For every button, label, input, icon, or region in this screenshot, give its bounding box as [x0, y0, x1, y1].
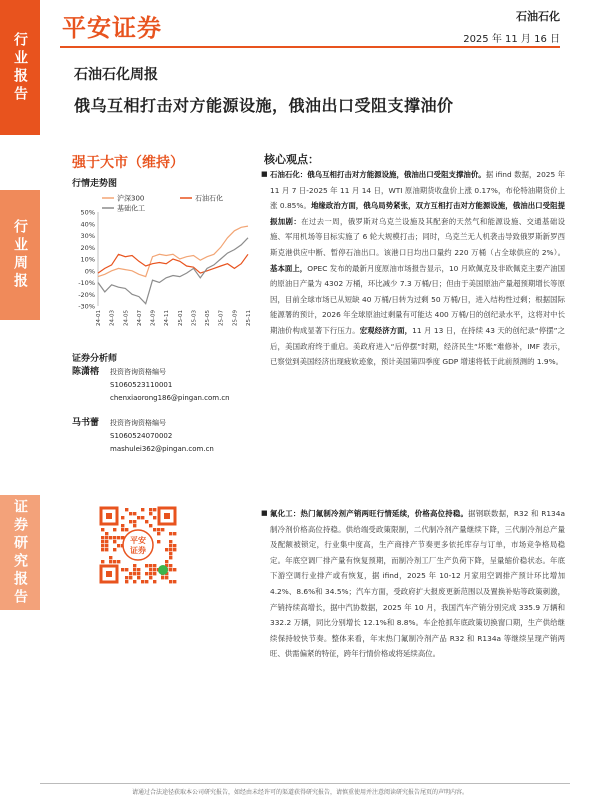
analyst-name: 马书蕾 — [72, 418, 100, 428]
y-tick-label: 0% — [84, 267, 95, 276]
trend-chart-svg — [62, 190, 252, 338]
series-line — [98, 238, 248, 304]
header-category: 石油石化 — [516, 10, 560, 23]
viewpoint-text: OPEC 发布的最新月度原油市场报告显示，10 月欧佩克及非欧佩克主要产油国的原油日产量为 4302 万桶，环比减少 7.3 万桶/日；但由于美国原油产量超预期增长等原因，目前全球市场已从短缺 40 万桶/日转为过剩 50 万桶/日，进入结构性过剩；根据国际能源署的预计，2026 年全球原油过剩量有可能达 400 万桶/日的创纪录水平，这将对中长期油价构成显著下行压力。 — [270, 263, 565, 335]
y-tick-label: -10% — [78, 279, 95, 287]
x-tick-label: 25-01 — [177, 310, 184, 326]
viewpoint-highlight: 宏观经济方面， — [359, 325, 413, 335]
y-tick-label: 10% — [80, 255, 95, 264]
sidebar-research-report: 证券研究报告 — [0, 495, 40, 610]
legend-label: 沪深300 — [117, 194, 145, 203]
y-tick-label: -30% — [78, 302, 95, 311]
qr-code-image — [99, 506, 177, 584]
analyst-email: mashulei362@pingan.com.cn — [110, 445, 214, 453]
x-tick-label: 25-05 — [205, 310, 212, 326]
x-tick-label: 24-09 — [150, 310, 157, 326]
x-tick-label: 24-05 — [123, 310, 130, 326]
bullet-icon: ■ — [261, 509, 268, 517]
industry-rating: 强于大市（维持） — [72, 155, 184, 171]
report-series-title: 石油石化周报 — [74, 67, 158, 83]
core-viewpoints-heading: 核心观点： — [264, 153, 319, 166]
x-tick-label: 24-01 — [96, 310, 102, 326]
viewpoint-fluorochem — [261, 506, 565, 662]
viewpoint-text: 据 ifind 数据，2025 年 11 月 7 日-2025 年 11 月 14 日，WTI 原油期货收盘价上涨 0.17%，布伦特油期货价上涨 0.85%。 — [270, 170, 565, 211]
bullet-icon: ■ — [261, 170, 268, 178]
company-logo: 平安证券 — [62, 14, 162, 42]
analyst-license-number: S1060523110001 — [110, 381, 173, 389]
analyst-license-label: 投资咨询资格编号 — [110, 419, 166, 427]
footer-disclaimer: 请通过合法途径获取本公司研究报告，如经由未经许可的渠道获得研究报告，请慎重使用并注意阅读研究报告尾页的声明内容。 — [131, 789, 468, 796]
y-tick-label: 20% — [80, 243, 95, 252]
sidebar-report-type: 行业报告 — [0, 0, 40, 135]
x-tick-label: 25-09 — [232, 310, 239, 326]
x-tick-label: 24-11 — [164, 310, 171, 326]
header-date: 2025 年 11 月 16 日 — [463, 34, 560, 45]
x-tick-label: 25-07 — [218, 310, 225, 326]
viewpoint-highlight: 地缘政治方面，俄乌局势紧张，双方互相打击对方能源设施，俄油出口受阻提振加剧： — [270, 201, 565, 226]
analyst-card — [72, 367, 252, 413]
viewpoint-highlight: 基本面上， — [270, 263, 308, 273]
analyst-email: chenxiaorong186@pingan.com.cn — [110, 394, 230, 402]
series-line — [98, 226, 248, 277]
legend-label: 基础化工 — [117, 204, 145, 213]
y-tick-label: 40% — [80, 220, 95, 229]
y-tick-label: 30% — [80, 232, 95, 240]
analyst-card — [72, 418, 252, 464]
analyst-license-number: S1060524070002 — [110, 432, 173, 440]
x-tick-label: 24-03 — [109, 310, 116, 326]
x-tick-label: 25-11 — [246, 310, 252, 326]
legend-label: 石油石化 — [195, 194, 223, 203]
sidebar-report-kind: 行业周报 — [0, 190, 40, 320]
report-title: 俄乌互相打击对方能源设施，俄油出口受阻支撑油价 — [74, 96, 454, 115]
header-divider — [60, 46, 560, 48]
qr-caption-top: 平安 — [130, 536, 146, 545]
viewpoint-text: 在过去一周，俄罗斯对乌克兰设施及其配套的天然气和能源设施、交通基础设施、军用机场等目标实施了 6 轮大规模打击；同时，乌克兰无人机袭击导致俄罗斯新罗西斯克港供应中断、暂停石油出口。该港口日均出口量约 220 万桶（占全球供应的 2%）。 — [270, 216, 565, 257]
trend-chart — [62, 190, 252, 338]
qr-caption-bottom: 证券 — [130, 546, 146, 555]
y-tick-label: 50% — [80, 208, 95, 217]
y-tick-label: -20% — [78, 290, 95, 299]
viewpoint-text: 据钢联数据，R32 和 R134a 制冷剂价格高位持稳。供给端受政策限制，二代制冷剂产量继续下降，三代制冷剂总产量及配额被锁定，行业集中度高，生产商排产节奏更多依托库存与订单，市场竞争格局稳定。年底空调厂排产量有恢复预期，而制冷剂工厂生产负荷下降，呈量缩价稳状态。年底下游空调行业排产或有恢复，据 ifind，2025 年 10-12 月家用空调排产预计环比增加 4.2%、8.6%和 34.5%；汽车方面，受政府扩大报废更新范围以及置换补贴等政策刺激，产销持续高增长，据中汽协数据，2025 年 10 月，我国汽车产销分别完成 335.9 万辆和 332.2 万辆，同比分别增长 12.1%和 8.8%。车企抢抓年底政策切换窗口期，生产供给继续保持较快节奏。整体来看，年末热门氟制冷剂产品 R32 和 R134a 等继续呈现产销两旺、供需偏紧的特征，跨年行情价格或将延续高位。 — [270, 509, 565, 659]
viewpoint-lead: 石油石化：俄乌互相打击对方能源设施，俄油出口受阻支撑油价。 — [270, 170, 486, 179]
series-line — [98, 254, 248, 273]
analyst-heading: 证券分析师 — [72, 354, 118, 364]
analyst-license-label: 投资咨询资格编号 — [110, 368, 166, 376]
x-tick-label: 24-07 — [136, 310, 143, 326]
viewpoint-lead: 氟化工：热门氟制冷剂产销两旺行情延续，价格高位持稳。 — [270, 509, 469, 518]
trend-chart-heading: 行情走势图 — [72, 179, 118, 189]
x-tick-label: 25-03 — [191, 310, 198, 326]
analyst-name: 陈潇榕 — [72, 367, 100, 377]
viewpoint-petrochem — [261, 167, 565, 370]
sidebar — [0, 0, 40, 800]
footer-divider — [40, 783, 570, 784]
viewpoint-text: 11 月 13 日，在持续 43 天的创纪录“停摆”之后，美国政府终于重启。美政府进入“后停摆”时期，经济民生“坏账”难修补，IMF 表示，已察觉到美国经济出现疲软迹象，预计美国第四季度 GDP 增速将低于此前预测的 1.9%。 — [270, 325, 565, 367]
qr-code — [99, 506, 177, 584]
